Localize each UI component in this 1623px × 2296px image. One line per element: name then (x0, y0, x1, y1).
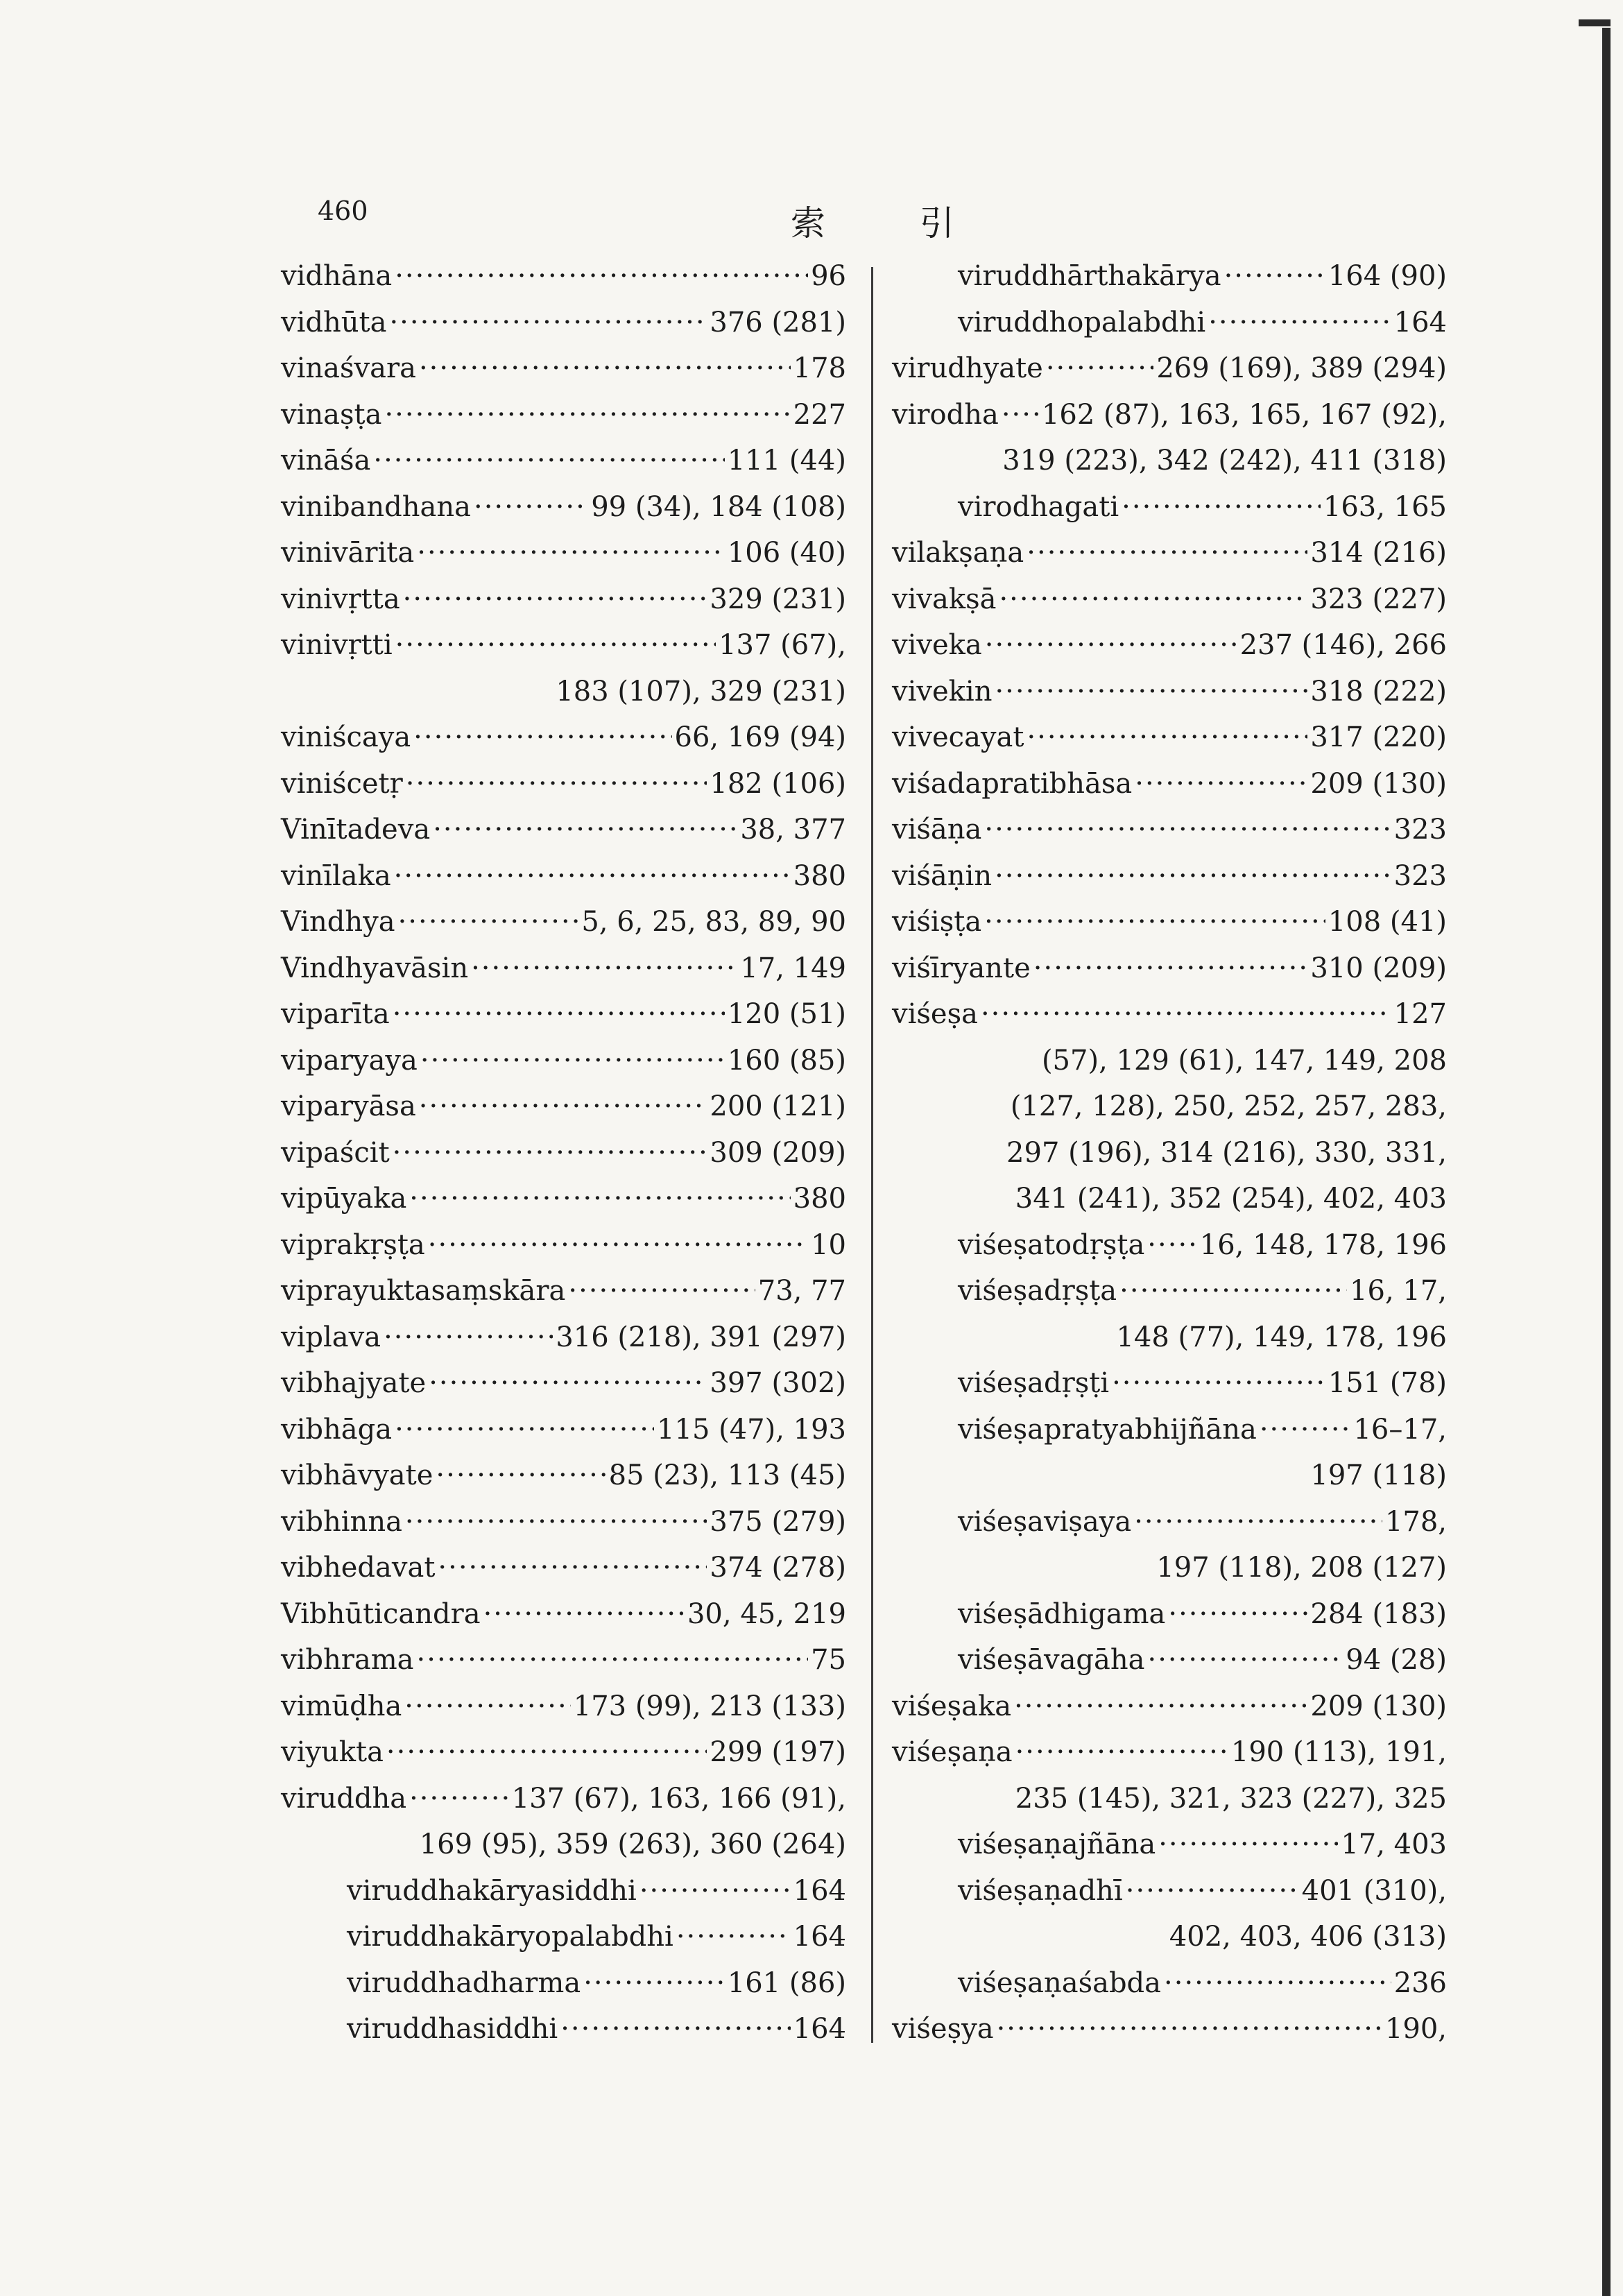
index-entry (281, 1360, 846, 1407)
index-entry (281, 1453, 846, 1499)
index-entry (281, 345, 846, 392)
index-subentry (281, 1960, 846, 2007)
index-term: vipaścit (281, 1136, 390, 1169)
dot-leader (676, 1914, 791, 1960)
dot-leader (1168, 1591, 1307, 1638)
page-number: 460 (318, 196, 368, 226)
dot-leader (997, 2006, 1382, 2053)
index-reference: 190, (1384, 2013, 1447, 2045)
index-entry (892, 345, 1447, 392)
dot-leader (433, 807, 737, 853)
index-term: viruddha (281, 1782, 407, 1815)
dot-leader (1046, 345, 1153, 392)
index-continuation-line (892, 438, 1447, 484)
index-reference: 380 (793, 859, 846, 892)
index-reference: 200 (121) (710, 1090, 846, 1122)
dot-leader (1147, 1637, 1343, 1684)
index-reference: 73, 77 (757, 1275, 846, 1307)
index-entry (281, 1083, 846, 1130)
index-reference: 66, 169 (94) (674, 721, 846, 753)
index-entry (892, 761, 1447, 807)
index-term: viruddhopalabdhi (958, 306, 1206, 339)
index-entry (892, 622, 1447, 669)
dot-leader (404, 1684, 570, 1730)
index-reference: 310 (209) (1310, 952, 1447, 984)
index-reference: 106 (40) (727, 537, 846, 569)
dot-leader (428, 1222, 808, 1269)
dot-leader (420, 1038, 725, 1084)
dot-leader (985, 622, 1237, 669)
dot-leader (1015, 1729, 1228, 1776)
index-reference: 115 (47), 193 (657, 1413, 846, 1446)
index-entry (281, 853, 846, 900)
index-reference: 137 (67), (719, 629, 846, 661)
index-reference: 148 (77), 149, 178, 196 (1116, 1321, 1447, 1353)
dot-leader (1122, 484, 1321, 531)
index-reference: 318 (222) (1310, 675, 1447, 708)
dot-leader (395, 253, 808, 300)
index-reference: 127 (1393, 998, 1447, 1030)
dot-leader (419, 1083, 707, 1130)
dot-leader (1014, 1684, 1307, 1730)
dot-leader (395, 1407, 654, 1453)
index-reference: 5, 6, 25, 83, 89, 90 (581, 906, 846, 938)
dot-leader (394, 853, 791, 900)
index-term: viruddhārthakārya (958, 260, 1221, 292)
index-entry (281, 1176, 846, 1222)
index-term: viśeṣa (892, 998, 978, 1030)
index-entry (281, 392, 846, 438)
index-reference: 160 (85) (727, 1044, 846, 1077)
index-reference: 183 (107), 329 (231) (556, 675, 846, 708)
index-reference: 323 (227) (1310, 583, 1447, 615)
index-continuation-line (892, 1176, 1447, 1222)
index-entry (892, 1729, 1447, 1776)
dot-leader (393, 1130, 707, 1176)
dot-leader (417, 1637, 809, 1684)
dot-leader (1135, 761, 1307, 807)
dot-leader (1164, 1960, 1391, 2007)
index-entry (892, 530, 1447, 576)
index-entry (281, 945, 846, 992)
index-term: viruddhakāryopalabdhi (347, 1921, 673, 1953)
index-term: vinivārita (281, 537, 415, 569)
index-term: viruddhakāryasiddhi (347, 1874, 637, 1907)
dot-leader (405, 1499, 707, 1545)
dot-leader (413, 714, 671, 761)
index-term: vipūyaka (281, 1183, 407, 1215)
dot-leader (429, 1360, 707, 1407)
index-term: viśeṣaviṣaya (958, 1505, 1132, 1538)
dot-leader (474, 484, 588, 531)
dot-leader (417, 530, 725, 576)
index-entry (892, 2006, 1447, 2053)
index-entry (281, 1591, 846, 1638)
dot-leader (560, 2006, 790, 2053)
index-term: viprayuktasaṃskāra (281, 1275, 566, 1307)
index-reference: 161 (86) (727, 1967, 846, 1999)
index-term: vilakṣaṇa (892, 537, 1024, 569)
dot-leader (403, 576, 707, 623)
index-reference: 317 (220) (1310, 721, 1447, 753)
index-term: viśeṣāvagāha (958, 1644, 1145, 1676)
index-entry (281, 1268, 846, 1314)
index-entry (281, 1314, 846, 1361)
index-term: vibhedavat (281, 1552, 436, 1584)
index-reference: 162 (87), 163, 165, 167 (92), (1041, 398, 1447, 431)
dot-leader (386, 1729, 707, 1776)
dot-leader (436, 1453, 606, 1499)
index-term: Vindhya (281, 906, 395, 938)
dot-leader (393, 991, 725, 1038)
index-reference: 402, 403, 406 (313) (1169, 1921, 1447, 1953)
index-reference: 164 (793, 1874, 846, 1907)
index-term: vibhāga (281, 1413, 393, 1446)
index-entry (281, 714, 846, 761)
index-reference: 182 (106) (710, 767, 846, 800)
index-reference: 316 (218), 391 (297) (556, 1321, 846, 1353)
index-entry (892, 853, 1447, 900)
index-subentry (892, 300, 1447, 346)
dot-leader (995, 853, 1391, 900)
index-reference: 111 (44) (727, 445, 846, 477)
dot-leader (483, 1591, 685, 1638)
index-entry (281, 1545, 846, 1591)
index-reference: 237 (146), 266 (1239, 629, 1447, 661)
index-subentry (892, 484, 1447, 531)
index-term: viveka (892, 629, 982, 661)
index-term: viśeṣadṛṣṭi (958, 1367, 1110, 1399)
index-reference: 94 (28) (1346, 1644, 1447, 1676)
index-reference: 319 (223), 342 (242), 411 (318) (1002, 445, 1447, 477)
dot-leader (995, 669, 1307, 715)
dot-leader (1260, 1407, 1351, 1453)
index-reference: 380 (793, 1183, 846, 1215)
index-reference: 17, 403 (1341, 1828, 1447, 1860)
dot-leader (984, 899, 1325, 945)
index-continuation-line (892, 1545, 1447, 1591)
index-continuation-line (892, 1776, 1447, 1822)
index-reference: 323 (1393, 859, 1447, 892)
running-head: 索 引 (791, 203, 996, 243)
index-term: viyukta (281, 1736, 384, 1768)
index-reference: 164 (90) (1328, 260, 1447, 292)
index-reference: 397 (302) (710, 1367, 846, 1399)
index-subentry (892, 1222, 1447, 1269)
index-reference: 10 (811, 1228, 846, 1261)
index-reference: 164 (793, 2013, 846, 2045)
index-reference: 227 (793, 398, 846, 431)
index-continuation-line (892, 1083, 1447, 1130)
index-entry (281, 1130, 846, 1176)
index-term: vidhūta (281, 306, 387, 339)
index-term: Vindhyavāsin (281, 952, 469, 984)
dot-leader (999, 576, 1307, 623)
index-reference: 137 (67), 163, 166 (91), (511, 1782, 846, 1815)
index-reference: 209 (130) (1310, 1690, 1447, 1722)
index-entry (892, 899, 1447, 945)
index-term: viśeṣādhigama (958, 1597, 1166, 1630)
index-term: viśiṣṭa (892, 906, 982, 938)
dot-leader (1224, 253, 1325, 300)
index-term: vivecayat (892, 721, 1024, 753)
index-entry (892, 392, 1447, 438)
index-reference: 297 (196), 314 (216), 330, 331, (1006, 1136, 1447, 1169)
index-reference: 314 (216) (1310, 537, 1447, 569)
index-reference: (57), 129 (61), 147, 149, 208 (1041, 1044, 1447, 1077)
index-entry (281, 761, 846, 807)
dot-leader (1112, 1360, 1325, 1407)
index-term: vibhrama (281, 1644, 414, 1676)
index-term: vinivṛtti (281, 629, 393, 661)
left-index-column (281, 253, 846, 2053)
index-entry (281, 300, 846, 346)
index-continuation-line (281, 1822, 846, 1868)
index-entry (892, 991, 1447, 1038)
index-term: viruddhasiddhi (347, 2013, 558, 2045)
index-subentry (892, 1637, 1447, 1684)
dot-leader (1134, 1499, 1382, 1545)
index-term: viśeṣadṛṣṭa (958, 1275, 1117, 1307)
index-reference: 178 (793, 352, 846, 384)
index-reference: 299 (197) (710, 1736, 846, 1768)
index-term: viruddhadharma (347, 1967, 581, 1999)
index-term: vinivṛtta (281, 583, 400, 615)
index-term: virodha (892, 398, 999, 431)
index-entry (281, 1499, 846, 1545)
index-reference: 374 (278) (710, 1552, 846, 1584)
index-reference: 108 (41) (1328, 906, 1447, 938)
index-subentry (892, 1591, 1447, 1638)
index-reference: 16–17, (1353, 1413, 1447, 1446)
right-index-column (892, 253, 1447, 2053)
dot-leader (1033, 945, 1308, 992)
binding-edge (1602, 28, 1611, 2296)
index-subentry (892, 1868, 1447, 1914)
index-reference: 284 (183) (1310, 1597, 1447, 1630)
index-term: viśeṣatodṛṣṭa (958, 1228, 1145, 1261)
index-continuation-line (892, 1038, 1447, 1084)
dot-leader (1208, 300, 1391, 346)
index-term: virodhagati (958, 490, 1119, 523)
index-entry (281, 438, 846, 484)
dot-leader (438, 1545, 707, 1591)
index-reference: 197 (118) (1310, 1459, 1447, 1491)
index-term: viśāṇa (892, 814, 982, 846)
index-reference: 16, 148, 178, 196 (1199, 1228, 1447, 1261)
index-reference: 323 (1393, 814, 1447, 846)
index-entry (281, 1038, 846, 1084)
index-term: viprakṛṣṭa (281, 1228, 425, 1261)
index-entry (281, 991, 846, 1038)
index-term: viparīta (281, 998, 390, 1030)
index-reference: 178, (1384, 1505, 1447, 1538)
index-term: vināśa (281, 445, 371, 477)
index-subentry (892, 1360, 1447, 1407)
index-entry (281, 1407, 846, 1453)
index-term: vinaṣṭa (281, 398, 382, 431)
index-subentry (892, 1822, 1447, 1868)
dot-leader (409, 1176, 790, 1222)
dot-leader (583, 1960, 725, 2007)
dot-leader (639, 1868, 791, 1914)
dot-leader (471, 945, 737, 992)
index-term: viśadapratibhāsa (892, 767, 1133, 800)
index-reference: 85 (23), 113 (45) (608, 1459, 846, 1491)
dot-leader (984, 807, 1391, 853)
index-reference: 376 (281) (710, 306, 846, 339)
index-term: vinīlaka (281, 859, 391, 892)
dot-leader (384, 1314, 553, 1361)
index-term: vibhajyate (281, 1367, 427, 1399)
index-reference: 375 (279) (710, 1505, 846, 1538)
index-entry (281, 1776, 846, 1822)
index-entry (281, 1729, 846, 1776)
index-entry (281, 1637, 846, 1684)
index-reference: 209 (130) (1310, 767, 1447, 800)
dot-leader (1158, 1822, 1338, 1868)
dot-leader (1126, 1868, 1299, 1914)
index-entry (892, 945, 1447, 992)
index-reference: 269 (169), 389 (294) (1156, 352, 1447, 384)
index-term: vibhāvyate (281, 1459, 433, 1491)
index-reference: 173 (99), 213 (133) (573, 1690, 846, 1722)
index-term: viniścaya (281, 721, 411, 753)
index-reference: 16, 17, (1350, 1275, 1447, 1307)
index-continuation-line (892, 1914, 1447, 1960)
index-reference: (127, 128), 250, 252, 257, 283, (1010, 1090, 1447, 1122)
index-reference: 309 (209) (710, 1136, 846, 1169)
index-entry (892, 1684, 1447, 1730)
index-entry (281, 253, 846, 300)
index-term: vinaśvara (281, 352, 416, 384)
index-entry (281, 622, 846, 669)
index-term: viśāṇin (892, 859, 993, 892)
index-reference: 30, 45, 219 (687, 1597, 846, 1630)
index-subentry (281, 2006, 846, 2053)
index-entry (281, 484, 846, 531)
index-subentry (892, 1268, 1447, 1314)
index-reference: 197 (118), 208 (127) (1156, 1552, 1447, 1584)
index-reference: 164 (793, 1921, 846, 1953)
index-term: vivakṣā (892, 583, 997, 615)
index-reference: 38, 377 (740, 814, 846, 846)
index-reference: 164 (1393, 306, 1447, 339)
index-term: viplava (281, 1321, 381, 1353)
index-term: Vinītadeva (281, 814, 431, 846)
index-reference: 236 (1393, 1967, 1447, 1999)
index-reference: 17, 149 (740, 952, 846, 984)
index-reference: 163, 165 (1323, 490, 1447, 523)
index-term: viśeṣaka (892, 1690, 1012, 1722)
index-term: virudhyate (892, 352, 1043, 384)
index-subentry (281, 1868, 846, 1914)
dot-leader (373, 438, 724, 484)
index-reference: 151 (78) (1328, 1367, 1447, 1399)
binding-edge-cap (1579, 19, 1611, 26)
index-term: vimūḍha (281, 1690, 402, 1722)
index-continuation-line (892, 1130, 1447, 1176)
index-term: Vibhūticandra (281, 1597, 481, 1630)
index-term: viniścetṛ (281, 767, 403, 800)
index-entry (892, 576, 1447, 623)
index-term: vibhinna (281, 1505, 402, 1538)
index-subentry (892, 1407, 1447, 1453)
dot-leader (1027, 714, 1307, 761)
index-term: viśeṣaṇajñāna (958, 1828, 1156, 1860)
index-entry (281, 1222, 846, 1269)
index-entry (281, 807, 846, 853)
index-subentry (892, 1499, 1447, 1545)
dot-leader (419, 345, 791, 392)
dot-leader (1119, 1268, 1347, 1314)
index-subentry (892, 1960, 1447, 2007)
index-reference: 235 (145), 321, 323 (227), 325 (1015, 1782, 1447, 1815)
index-term: vivekin (892, 675, 993, 708)
dot-leader (1147, 1222, 1196, 1269)
dot-leader (1002, 392, 1039, 438)
index-entry (892, 714, 1447, 761)
index-subentry (892, 253, 1447, 300)
index-term: viśeṣaṇa (892, 1736, 1013, 1768)
index-reference: 401 (310), (1301, 1874, 1447, 1907)
index-entry (281, 576, 846, 623)
index-term: vidhāna (281, 260, 393, 292)
dot-leader (568, 1268, 755, 1314)
index-reference: 329 (231) (710, 583, 846, 615)
dot-leader (1027, 530, 1307, 576)
dot-leader (395, 622, 716, 669)
index-reference: 99 (34), 184 (108) (591, 490, 846, 523)
dot-leader (389, 300, 707, 346)
index-reference: 169 (95), 359 (263), 360 (264) (419, 1828, 846, 1860)
index-reference: 96 (811, 260, 846, 292)
index-entry (281, 1684, 846, 1730)
index-entry (281, 530, 846, 576)
index-reference: 341 (241), 352 (254), 402, 403 (1015, 1183, 1447, 1215)
index-continuation-line (281, 669, 846, 715)
index-reference: 190 (113), 191, (1230, 1736, 1447, 1768)
index-reference: 120 (51) (727, 998, 846, 1030)
index-term: viśeṣaṇaśabda (958, 1967, 1162, 1999)
dot-leader (398, 899, 579, 945)
dot-leader (409, 1776, 509, 1822)
index-entry (281, 899, 846, 945)
index-reference: 75 (811, 1644, 846, 1676)
index-term: viśīryante (892, 952, 1031, 984)
dot-leader (406, 761, 707, 807)
dot-leader (384, 392, 790, 438)
index-entry (892, 807, 1447, 853)
index-term: viśeṣaṇadhī (958, 1874, 1123, 1907)
index-continuation-line (892, 1314, 1447, 1361)
dot-leader (981, 991, 1391, 1038)
index-term: viparyāsa (281, 1090, 416, 1122)
column-divider (871, 267, 873, 2043)
index-term: viśeṣapratyabhijñāna (958, 1413, 1257, 1446)
index-term: vinibandhana (281, 490, 471, 523)
index-term: viśeṣya (892, 2013, 994, 2045)
index-continuation-line (892, 1453, 1447, 1499)
index-entry (892, 669, 1447, 715)
index-subentry (281, 1914, 846, 1960)
index-term: viparyaya (281, 1044, 418, 1077)
